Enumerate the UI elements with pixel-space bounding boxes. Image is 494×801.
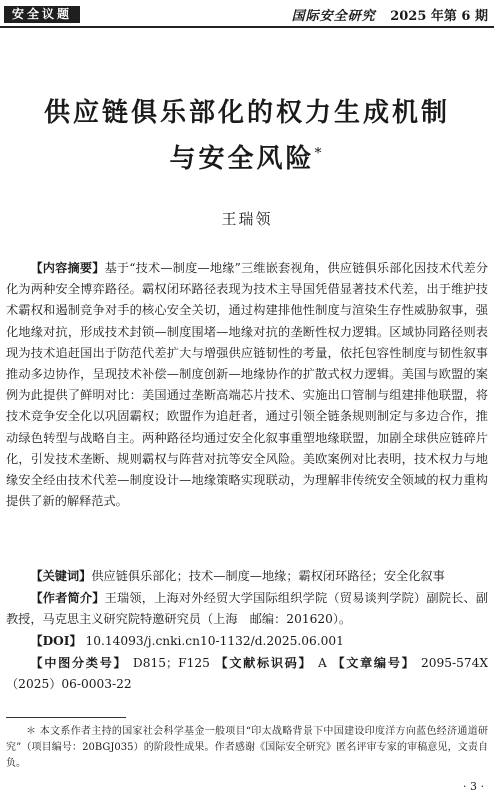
footnote-divider: [6, 717, 126, 718]
author-info-label: 【作者简介】: [30, 591, 105, 605]
keywords-text: 供应链俱乐部化；技术—制度—地缘；霸权闭环路径；安全化叙事: [91, 569, 445, 583]
doc-code-text: A: [317, 656, 327, 670]
title-footnote-mark: *: [314, 145, 325, 162]
classification-info: [6, 653, 488, 695]
doi-label: 【DOI】: [30, 634, 82, 648]
doc-code-label: 【文献标识码】: [215, 656, 313, 670]
author-info: [6, 588, 488, 630]
abstract: [6, 258, 488, 512]
abstract-text: 基于“技术—制度—地缘”三维嵌套视角，供应链俱乐部化因技术代差分化为两种安全博弈路径。霸权闭环路径表现为技术主导国凭借显著技术代差，出于维护技术霸权和遏制竞争对手的核心安全关切，通过构建排他性制度与渲染生存性威胁叙事，强化地缘对抗，形成技术封锁—制度围堵—地缘对抗的垄断性权力逻辑。区域协同路径则表现为技术追赶国出于防范代差扩大与增强供应链韧性的考量，依托包容性制度与韧性叙事推动多边协作，呈现技术补偿—制度创新—地缘协作的扩散式权力逻辑。美国与欧盟的案例为此提供了鲜明对比：美国通过垄断高端芯片技术、实施出口管制与组建排他联盟，将技术竞争安全化以巩固霸权；欧盟作为追赶者，通过引领全链条规则制定与多边合作，推动绿色转型与战略自主。两种路径均通过安全化叙事重塑地缘联盟，加剧全球供应链碎片化，引发技术垄断、规则霸权与阵营对抗等安全风险。美欧案例对比表明，技术权力与地缘安全经由技术代差—制度设计—地缘策略实现联动，为理解非传统安全领域的权力重构提供了新的解释范式。: [6, 261, 489, 509]
page-header: [0, 0, 494, 28]
author-info-text: 王瑞领，上海对外经贸大学国际组织学院（贸易谈判学院）副院长、副教授，马克思主义研究院特邀研究员（上海 邮编：201620）。: [6, 591, 489, 627]
article-title-line2: [0, 138, 494, 175]
section-tag: 安全议题: [4, 6, 80, 23]
footnote: ＊ 本文系作者主持的国家社会科学基金一般项目“印太战略背景下中国建设印度洋方向蓝色经济通道研究”（项目编号：20BGJ035）的阶段性成果。作者感谢《国际安全研究》匿名评审专家的审稿意见，文责自负。: [6, 726, 488, 769]
clc-text: D815；F125: [132, 656, 210, 670]
journal-info: [292, 5, 488, 24]
title-line2-text: 与安全风险: [169, 144, 315, 174]
article-no-label: 【文章编号】: [332, 656, 416, 670]
issue-label: 2025 年第 6 期: [390, 9, 488, 24]
page-number: · 3 ·: [463, 780, 484, 793]
doi: [6, 631, 488, 652]
keywords-label: 【关键词】: [30, 569, 92, 583]
doi-text: 10.14093/j.cnki.cn10-1132/d.2025.06.001: [85, 634, 344, 648]
article-no-text: 2095-574X（2025）06-0003-22: [6, 656, 489, 692]
abstract-label: 【内容摘要】: [30, 261, 105, 275]
journal-name: 国际安全研究: [291, 9, 376, 24]
article-author: 王瑞领: [221, 210, 273, 228]
article-title-line1: 供应链俱乐部化的权力生成机制: [43, 98, 450, 128]
clc-label: 【中图分类号】: [30, 656, 128, 670]
keywords: [6, 566, 488, 587]
